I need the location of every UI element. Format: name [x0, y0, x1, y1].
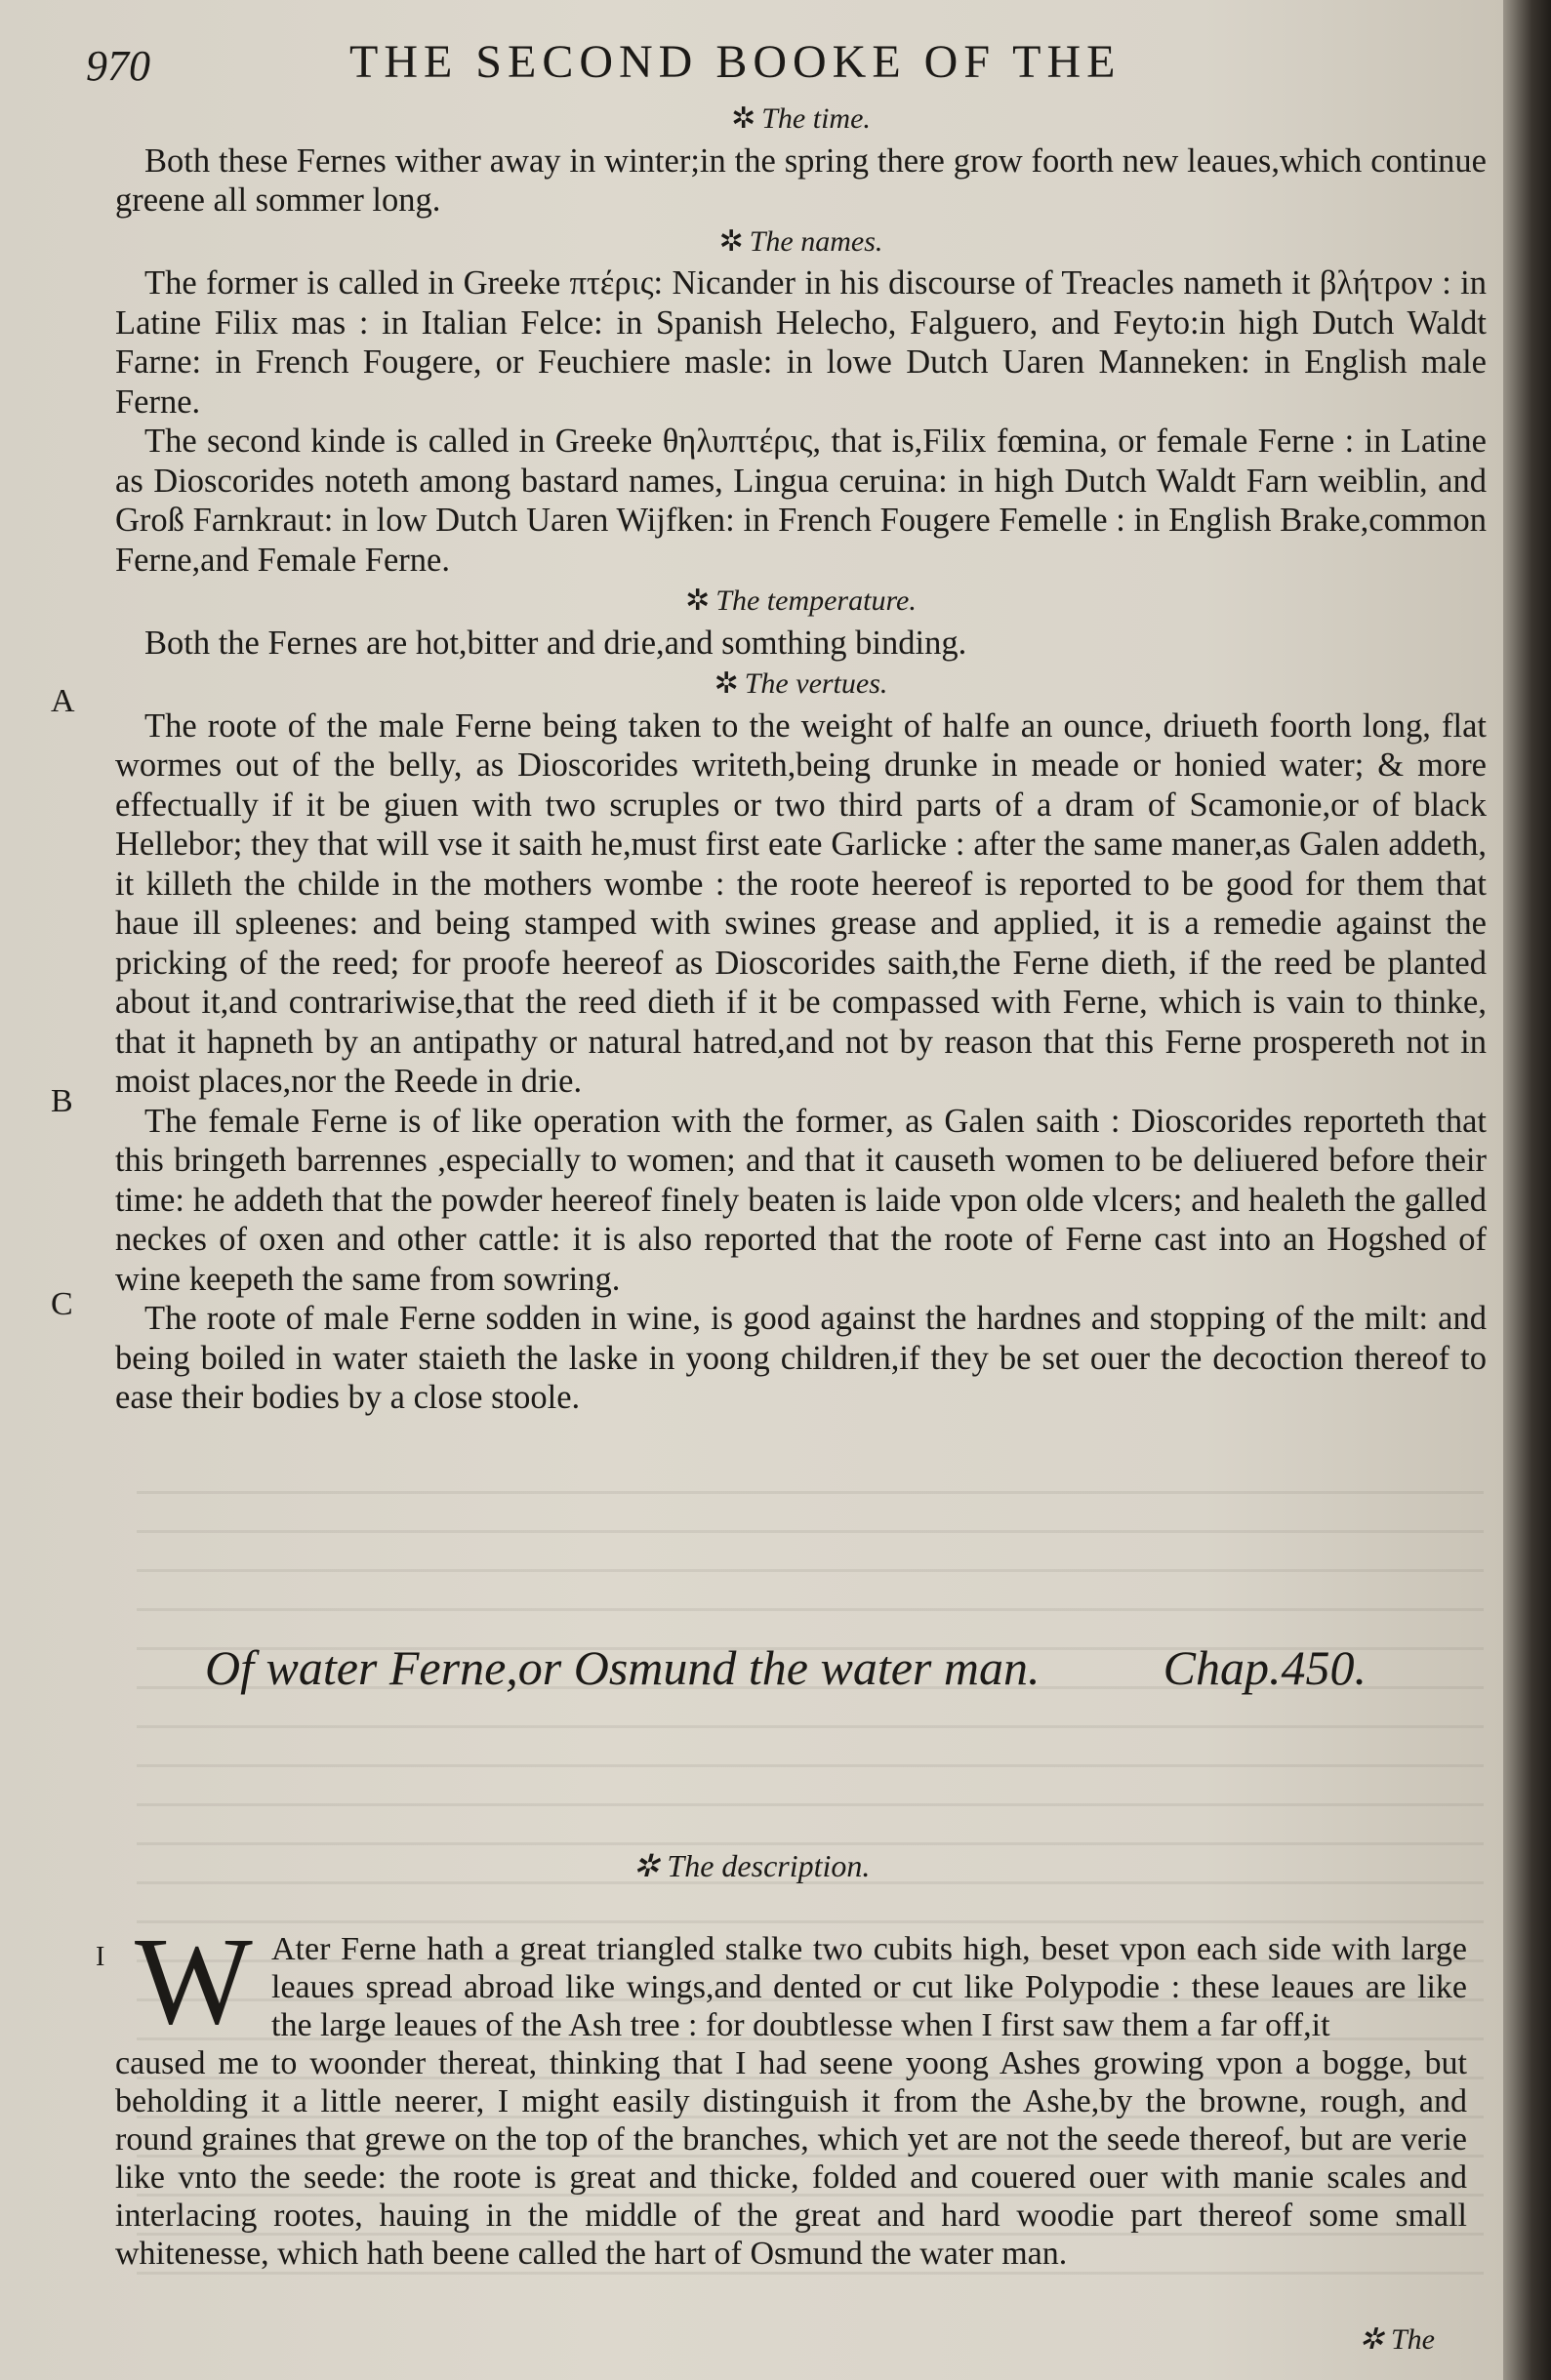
paragraph-vertues-1: The roote of the male Ferne being taken to the weight of halfe an ounce, driueth foorth long, flat wormes out of the belly, as Dioscorides writeth,being drunke in meade or honied water; & more effectually if it be giuen with two scruples or two third parts of a dram of Scamonie,or of black Hellebor; they that will vse it saith he,must first eate Garlicke : after the same maner,as Galen addeth, it killeth the childe in the mothers wombe : the roote heereof is reported to be good for them that haue ill spleenes: and being stamped with swines grease and applied, it is a remedie against the pricking of the reed; for proofe heereof as Dioscorides saith,the Ferne dieth, if the reed be planted about it,and contrariwise,that the reed dieth if it be compassed with Ferne, which is vain to thinke, that it hapneth by an antipathy or natural hatred,and not by reason that this Ferne prospereth not in moist places,nor the Reede in drie.: [115, 706, 1487, 1100]
main-text: [115, 98, 1487, 1418]
fleuron-icon: ✲: [1359, 2323, 1391, 2356]
section-head-temperature: ✲ The temperature.: [685, 585, 917, 617]
running-head: THE SECOND BOOKE OF THE: [349, 36, 1122, 88]
paragraph-vertues-3: The roote of male Ferne sodden in wine, is good against the hardnes and stopping of the milt: and being boiled in water staieth the laske in yoong children,if they be set ouer the decoction thereof to ease their bodies by a close stoole.: [115, 1300, 1487, 1416]
drop-cap: W: [135, 1912, 253, 2050]
description-text: [115, 1930, 1467, 2273]
paragraph-time: Both these Fernes wither away in winter;in the spring there grow foorth new leaues,which continue greene all sommer long.: [115, 141, 1487, 219]
book-gutter-edge: [1503, 0, 1551, 2380]
paragraph-vertues-2: The female Ferne is of like operation with the former, as Galen saith : Dioscorides reporteth that this bringeth barrennes ,especially to women; and that it causeth women to be deliuered before their time: he addeth that the powder heereof finely beaten is laide vpon olde vlcers; and healeth the galled neckes of oxen and other cattle: it is also reported that the roote of Ferne cast into an Hogshed of wine keepeth the same from sowring.: [115, 1102, 1487, 1298]
section-head-names: ✲ The names.: [718, 224, 883, 258]
fleuron-icon: ✲: [731, 102, 756, 135]
chapter-title: Of water Ferne,or Osmund the water man.: [205, 1640, 1041, 1695]
margin-letter-b: B: [51, 1083, 73, 1119]
paragraph-names-1: The former is called in Greeke πτέρις: Nicander in his discourse of Treacles nameth it βλήτρον : in Latine Filix mas : in Italian Felce: in Spanish Helecho, Falguero, and Feyto:in high Dutch Waldt Farne: in French Fougere, or Feuchiere masle: in lowe Dutch Uaren Manneken: in English male Ferne.: [115, 264, 1487, 421]
paragraph-names-2: The second kinde is called in Greeke θηλυπτέρις, that is,Filix fœmina, or female Ferne : in Latine as Dioscorides noteth among bastard names, Lingua ceruina: in high Dutch Waldt Farn weiblin, and Groß Farnkraut: in low Dutch Uaren Wijfken: in French Fougere Femelle : in English Brake,common Ferne,and Female Ferne.: [115, 423, 1487, 579]
description-rest: caused me to woonder thereat, thinking that I had seene yoong Ashes growing vpon a bogge, but beholding it a little neerer, I might easily distinguish it from the Ashe,by the browne, rough, and round graines that grewe on the top of the branches, which yet are not the seede thereof, but are verie like vnto the seede: the roote is great and thicke, folded and couered ouer with manie scales and interlacing rootes, hauing in the middle of the great and hard woodie part thereof some small whitenesse, which hath beene called the hart of Osmund the water man.: [115, 2045, 1467, 2272]
fleuron-icon: ✲: [685, 585, 711, 617]
fleuron-icon: ✲: [633, 1848, 668, 1883]
section-head-description: ✲ The description.: [633, 1848, 871, 1883]
description-first-lines: Ater Ferne hath a great triangled stalke two cubits high, beset vpon each side with large leaues spread abroad like wings,and dented or cut like Polypodie : these leaues are like the large leaues of the Ash tree : for doubtlesse when I first saw them a far off,it: [271, 1931, 1467, 2043]
margin-letter-a: A: [51, 683, 75, 719]
paragraph-temperature: Both the Fernes are hot,bitter and drie,and somthing binding.: [144, 624, 967, 662]
margin-letter-c: C: [51, 1286, 73, 1322]
chapter-heading: [205, 1639, 1425, 1696]
fleuron-icon: ✲: [714, 667, 739, 700]
chapter-number: Chap.450.: [1163, 1640, 1367, 1695]
fleuron-icon: ✲: [718, 224, 744, 258]
catchword: ✲ The: [1359, 2323, 1435, 2356]
section-head-time: ✲ The time.: [731, 102, 871, 135]
margin-number-one: I: [96, 1942, 105, 1972]
page-header: [86, 27, 1482, 96]
page-number: 970: [86, 42, 150, 90]
section-head-vertues: ✲ The vertues.: [714, 667, 888, 700]
